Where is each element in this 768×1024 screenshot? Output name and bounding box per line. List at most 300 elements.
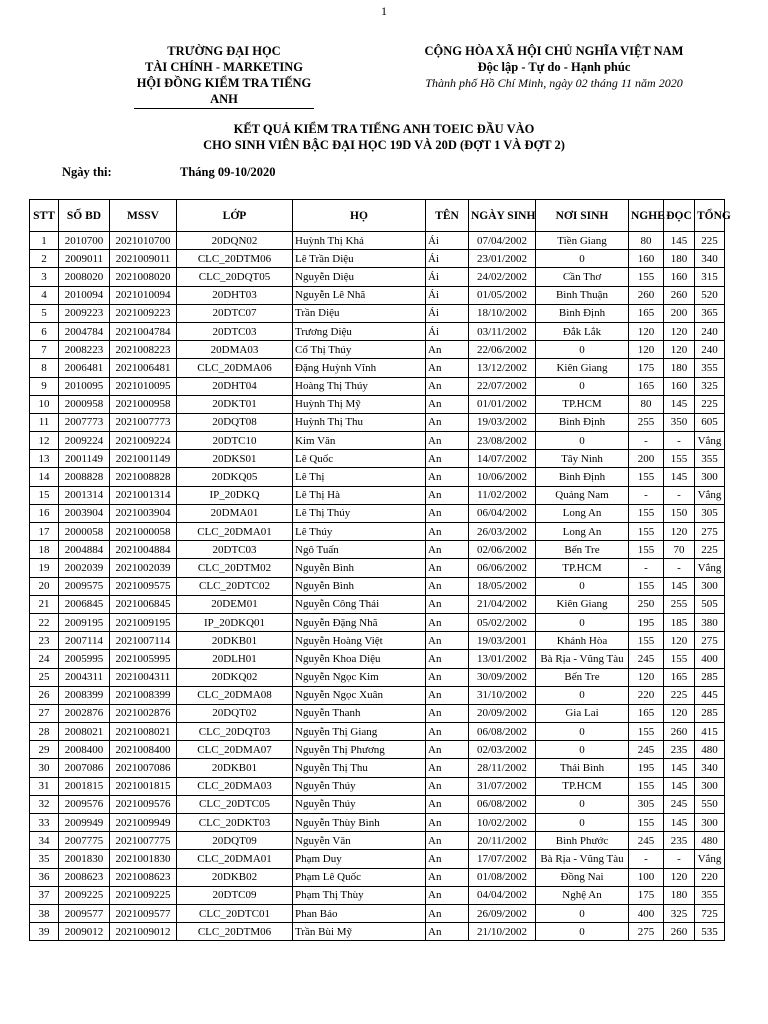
cell-nghe: 250 xyxy=(629,595,664,613)
cell-nghe: 120 xyxy=(629,668,664,686)
cell-lop: 20DKS01 xyxy=(177,450,293,468)
cell-doc: 155 xyxy=(664,450,695,468)
cell-ten: An xyxy=(426,486,469,504)
cell-ho: Nguyễn Diệu xyxy=(293,268,426,286)
cell-so-bd: 2001149 xyxy=(59,450,110,468)
cell-tong: 355 xyxy=(695,886,725,904)
cell-noi-sinh: Kiên Giang xyxy=(536,595,629,613)
cell-mssv: 2021008400 xyxy=(110,741,177,759)
cell-doc: 160 xyxy=(664,268,695,286)
cell-nghe: 155 xyxy=(629,723,664,741)
cell-so-bd: 2005995 xyxy=(59,650,110,668)
table-row xyxy=(30,650,725,668)
cell-lop: 20DTC07 xyxy=(177,304,293,322)
cell-mssv: 2021000058 xyxy=(110,523,177,541)
table-row xyxy=(30,723,725,741)
cell-stt: 29 xyxy=(30,741,59,759)
national-motto: Độc lập - Tự do - Hạnh phúc xyxy=(477,60,631,74)
cell-ho: Nguyễn Thị Phương xyxy=(293,741,426,759)
cell-lop: CLC_20DTC02 xyxy=(177,577,293,595)
table-row xyxy=(30,341,725,359)
cell-noi-sinh: 0 xyxy=(536,432,629,450)
cell-doc: 145 xyxy=(664,577,695,595)
cell-ten: An xyxy=(426,668,469,686)
cell-doc: 200 xyxy=(664,304,695,322)
cell-nghe: 195 xyxy=(629,759,664,777)
cell-noi-sinh: Đồng Nai xyxy=(536,868,629,886)
cell-lop: 20DTC03 xyxy=(177,541,293,559)
cell-tong: 300 xyxy=(695,777,725,795)
cell-nghe: 275 xyxy=(629,923,664,941)
cell-noi-sinh: 0 xyxy=(536,814,629,832)
cell-mssv: 2021008020 xyxy=(110,268,177,286)
cell-ho: Nguyễn Công Thái xyxy=(293,595,426,613)
cell-doc: 260 xyxy=(664,923,695,941)
cell-noi-sinh: Bình Định xyxy=(536,413,629,431)
cell-ho: Cổ Thị Thúy xyxy=(293,341,426,359)
cell-mssv: 2021009012 xyxy=(110,923,177,941)
cell-lop: 20DEM01 xyxy=(177,595,293,613)
cell-ngay-sinh: 19/03/2001 xyxy=(469,632,536,650)
cell-nghe: 80 xyxy=(629,395,664,413)
cell-ten: Ái xyxy=(426,268,469,286)
cell-doc: 120 xyxy=(664,341,695,359)
cell-ngay-sinh: 07/04/2002 xyxy=(469,232,536,250)
column-header-stt: STT xyxy=(30,200,59,232)
cell-mssv: 2021008828 xyxy=(110,468,177,486)
cell-noi-sinh: TP.HCM xyxy=(536,395,629,413)
cell-doc: 120 xyxy=(664,704,695,722)
cell-ngay-sinh: 26/03/2002 xyxy=(469,523,536,541)
cell-so-bd: 2010094 xyxy=(59,286,110,304)
table-row xyxy=(30,268,725,286)
cell-stt: 3 xyxy=(30,268,59,286)
cell-nghe: 245 xyxy=(629,741,664,759)
cell-doc: 325 xyxy=(664,904,695,922)
cell-tong: 725 xyxy=(695,904,725,922)
cell-ngay-sinh: 06/08/2002 xyxy=(469,723,536,741)
cell-mssv: 2021010700 xyxy=(110,232,177,250)
table-row xyxy=(30,232,725,250)
cell-noi-sinh: Đắk Lắk xyxy=(536,322,629,340)
cell-noi-sinh: Gia Lai xyxy=(536,704,629,722)
header-left xyxy=(134,43,314,109)
cell-noi-sinh: Long An xyxy=(536,504,629,522)
cell-ten: Ái xyxy=(426,304,469,322)
cell-nghe: 155 xyxy=(629,541,664,559)
cell-ho: Nguyễn Thúy xyxy=(293,777,426,795)
cell-so-bd: 2006845 xyxy=(59,595,110,613)
cell-nghe: 245 xyxy=(629,650,664,668)
cell-ten: An xyxy=(426,759,469,777)
cell-ten: An xyxy=(426,777,469,795)
cell-nghe: 165 xyxy=(629,704,664,722)
cell-nghe: 165 xyxy=(629,377,664,395)
cell-so-bd: 2003904 xyxy=(59,504,110,522)
cell-nghe: 165 xyxy=(629,304,664,322)
cell-ho: Nguyễn Thúy xyxy=(293,795,426,813)
cell-stt: 33 xyxy=(30,814,59,832)
cell-noi-sinh: Bến Tre xyxy=(536,541,629,559)
column-header-lop: LỚP xyxy=(177,200,293,232)
cell-nghe: 195 xyxy=(629,613,664,631)
cell-ho: Hoàng Thị Thúy xyxy=(293,377,426,395)
table-row xyxy=(30,686,725,704)
cell-lop: 20DKB01 xyxy=(177,759,293,777)
cell-ngay-sinh: 18/05/2002 xyxy=(469,577,536,595)
cell-mssv: 2021010094 xyxy=(110,286,177,304)
cell-mssv: 2021008623 xyxy=(110,868,177,886)
cell-tong: 240 xyxy=(695,341,725,359)
cell-tong: 315 xyxy=(695,268,725,286)
cell-doc: 255 xyxy=(664,595,695,613)
cell-ten: An xyxy=(426,595,469,613)
column-header-ho: HỌ xyxy=(293,200,426,232)
cell-lop: 20DQT09 xyxy=(177,832,293,850)
cell-lop: CLC_20DMA03 xyxy=(177,777,293,795)
cell-ten: An xyxy=(426,904,469,922)
cell-tong: 505 xyxy=(695,595,725,613)
cell-lop: 20DMA03 xyxy=(177,341,293,359)
cell-ngay-sinh: 22/06/2002 xyxy=(469,341,536,359)
cell-ngay-sinh: 01/08/2002 xyxy=(469,868,536,886)
cell-nghe: - xyxy=(629,850,664,868)
cell-noi-sinh: Bến Tre xyxy=(536,668,629,686)
cell-nghe: 155 xyxy=(629,523,664,541)
cell-lop: 20DTC03 xyxy=(177,322,293,340)
cell-mssv: 2021003904 xyxy=(110,504,177,522)
cell-stt: 34 xyxy=(30,832,59,850)
cell-tong: 365 xyxy=(695,304,725,322)
cell-noi-sinh: Cần Thơ xyxy=(536,268,629,286)
table-row xyxy=(30,795,725,813)
cell-ngay-sinh: 19/03/2002 xyxy=(469,413,536,431)
cell-ho: Huỳnh Thị Thu xyxy=(293,413,426,431)
cell-nghe: 155 xyxy=(629,777,664,795)
cell-stt: 14 xyxy=(30,468,59,486)
cell-mssv: 2021009576 xyxy=(110,795,177,813)
cell-mssv: 2021007086 xyxy=(110,759,177,777)
cell-stt: 22 xyxy=(30,613,59,631)
cell-ngay-sinh: 21/10/2002 xyxy=(469,923,536,941)
cell-ngay-sinh: 31/07/2002 xyxy=(469,777,536,795)
cell-mssv: 2021005995 xyxy=(110,650,177,668)
cell-ngay-sinh: 26/09/2002 xyxy=(469,904,536,922)
cell-tong: 225 xyxy=(695,541,725,559)
column-header-nghe: NGHE xyxy=(629,200,664,232)
title-line-1: KẾT QUẢ KIỂM TRA TIẾNG ANH TOEIC ĐẦU VÀO xyxy=(233,122,535,136)
cell-ngay-sinh: 13/12/2002 xyxy=(469,359,536,377)
place-date: Thành phố Hồ Chí Minh, ngày 02 tháng 11 năm 2020 xyxy=(425,76,683,90)
cell-lop: 20DTC10 xyxy=(177,432,293,450)
table-row xyxy=(30,468,725,486)
cell-ngay-sinh: 02/03/2002 xyxy=(469,741,536,759)
table-row xyxy=(30,832,725,850)
cell-ngay-sinh: 11/02/2002 xyxy=(469,486,536,504)
cell-doc: 225 xyxy=(664,686,695,704)
cell-noi-sinh: TP.HCM xyxy=(536,777,629,795)
cell-noi-sinh: 0 xyxy=(536,250,629,268)
cell-mssv: 2021009224 xyxy=(110,432,177,450)
cell-so-bd: 2009577 xyxy=(59,904,110,922)
cell-noi-sinh: 0 xyxy=(536,577,629,595)
cell-ngay-sinh: 28/11/2002 xyxy=(469,759,536,777)
table-row xyxy=(30,504,725,522)
cell-ten: An xyxy=(426,541,469,559)
cell-ho: Nguyễn Khoa Diệu xyxy=(293,650,426,668)
table-row xyxy=(30,286,725,304)
cell-mssv: 2021009575 xyxy=(110,577,177,595)
cell-noi-sinh: Bình Thuận xyxy=(536,286,629,304)
cell-doc: 150 xyxy=(664,504,695,522)
cell-ten: An xyxy=(426,795,469,813)
cell-ho: Phạm Thị Thùy xyxy=(293,886,426,904)
table-row xyxy=(30,304,725,322)
cell-stt: 38 xyxy=(30,904,59,922)
cell-noi-sinh: Bà Rịa - Vũng Tàu xyxy=(536,650,629,668)
cell-mssv: 2021008399 xyxy=(110,686,177,704)
table-row xyxy=(30,886,725,904)
cell-doc: 185 xyxy=(664,613,695,631)
cell-ten: An xyxy=(426,850,469,868)
cell-lop: 20DMA01 xyxy=(177,504,293,522)
table-row xyxy=(30,613,725,631)
cell-lop: 20DHT04 xyxy=(177,377,293,395)
cell-stt: 6 xyxy=(30,322,59,340)
cell-mssv: 2021004784 xyxy=(110,322,177,340)
cell-ho: Trương Diệu xyxy=(293,322,426,340)
cell-so-bd: 2000058 xyxy=(59,523,110,541)
cell-tong: 355 xyxy=(695,359,725,377)
cell-nghe: - xyxy=(629,559,664,577)
cell-ho: Nguyễn Lê Nhã xyxy=(293,286,426,304)
table-row xyxy=(30,559,725,577)
cell-lop: CLC_20DTM02 xyxy=(177,559,293,577)
table-row xyxy=(30,541,725,559)
cell-mssv: 2021001830 xyxy=(110,850,177,868)
cell-tong: 415 xyxy=(695,723,725,741)
cell-noi-sinh: Bình Định xyxy=(536,304,629,322)
cell-ten: An xyxy=(426,832,469,850)
cell-tong: 300 xyxy=(695,468,725,486)
cell-stt: 39 xyxy=(30,923,59,941)
cell-lop: 20DKT01 xyxy=(177,395,293,413)
cell-lop: CLC_20DMA07 xyxy=(177,741,293,759)
cell-stt: 17 xyxy=(30,523,59,541)
cell-tong: 305 xyxy=(695,504,725,522)
cell-mssv: 2021009223 xyxy=(110,304,177,322)
cell-noi-sinh: TP.HCM xyxy=(536,559,629,577)
cell-ten: An xyxy=(426,504,469,522)
cell-tong: 535 xyxy=(695,923,725,941)
cell-so-bd: 2008828 xyxy=(59,468,110,486)
cell-lop: 20DTC09 xyxy=(177,886,293,904)
cell-tong: 480 xyxy=(695,832,725,850)
table-row xyxy=(30,486,725,504)
cell-so-bd: 2004884 xyxy=(59,541,110,559)
cell-noi-sinh: 0 xyxy=(536,341,629,359)
cell-nghe: 255 xyxy=(629,413,664,431)
cell-tong: 325 xyxy=(695,377,725,395)
cell-tong: 300 xyxy=(695,814,725,832)
council-name: HỘI ĐỒNG KIỂM TRA TIẾNG ANH xyxy=(134,75,314,109)
cell-ten: An xyxy=(426,814,469,832)
cell-nghe: 155 xyxy=(629,814,664,832)
cell-ho: Phan Bảo xyxy=(293,904,426,922)
table-row xyxy=(30,704,725,722)
cell-stt: 13 xyxy=(30,450,59,468)
cell-ten: An xyxy=(426,650,469,668)
cell-stt: 7 xyxy=(30,341,59,359)
document-title xyxy=(0,121,768,153)
cell-mssv: 2021009195 xyxy=(110,613,177,631)
cell-ten: An xyxy=(426,704,469,722)
table-row xyxy=(30,904,725,922)
cell-lop: IP_20DKQ01 xyxy=(177,613,293,631)
cell-ho: Huỳnh Thị Mỹ xyxy=(293,395,426,413)
cell-mssv: 2021008223 xyxy=(110,341,177,359)
cell-stt: 15 xyxy=(30,486,59,504)
exam-date-value: Tháng 09-10/2020 xyxy=(180,165,276,179)
table-row xyxy=(30,523,725,541)
cell-stt: 1 xyxy=(30,232,59,250)
cell-so-bd: 2010700 xyxy=(59,232,110,250)
cell-ngay-sinh: 05/02/2002 xyxy=(469,613,536,631)
cell-ten: An xyxy=(426,468,469,486)
cell-ngay-sinh: 20/11/2002 xyxy=(469,832,536,850)
cell-so-bd: 2006481 xyxy=(59,359,110,377)
cell-stt: 37 xyxy=(30,886,59,904)
cell-nghe: 155 xyxy=(629,577,664,595)
cell-so-bd: 2007773 xyxy=(59,413,110,431)
cell-nghe: 155 xyxy=(629,468,664,486)
column-header-tong: TỔNG xyxy=(695,200,725,232)
cell-mssv: 2021007114 xyxy=(110,632,177,650)
cell-ho: Nguyễn Thanh xyxy=(293,704,426,722)
cell-doc: 155 xyxy=(664,650,695,668)
column-header-noi-sinh: NƠI SINH xyxy=(536,200,629,232)
table-row xyxy=(30,668,725,686)
cell-tong: 220 xyxy=(695,868,725,886)
cell-nghe: 260 xyxy=(629,286,664,304)
cell-lop: CLC_20DQT03 xyxy=(177,723,293,741)
cell-ten: An xyxy=(426,723,469,741)
cell-noi-sinh: Long An xyxy=(536,523,629,541)
cell-ngay-sinh: 01/05/2002 xyxy=(469,286,536,304)
cell-stt: 31 xyxy=(30,777,59,795)
cell-lop: CLC_20DQT05 xyxy=(177,268,293,286)
cell-doc: 260 xyxy=(664,286,695,304)
table-row xyxy=(30,923,725,941)
cell-tong: Vắng xyxy=(695,850,725,868)
cell-doc: - xyxy=(664,432,695,450)
table-row xyxy=(30,413,725,431)
cell-ngay-sinh: 31/10/2002 xyxy=(469,686,536,704)
cell-stt: 9 xyxy=(30,377,59,395)
cell-nghe: - xyxy=(629,432,664,450)
cell-doc: 120 xyxy=(664,632,695,650)
cell-doc: 120 xyxy=(664,868,695,886)
cell-ho: Lê Thúy xyxy=(293,523,426,541)
cell-noi-sinh: Bình Định xyxy=(536,468,629,486)
table-row xyxy=(30,850,725,868)
cell-ten: Ái xyxy=(426,232,469,250)
cell-ngay-sinh: 01/01/2002 xyxy=(469,395,536,413)
cell-doc: 180 xyxy=(664,250,695,268)
cell-noi-sinh: Thái Bình xyxy=(536,759,629,777)
cell-noi-sinh: Bình Phước xyxy=(536,832,629,850)
national-title: CỘNG HÒA XÃ HỘI CHỦ NGHĨA VIỆT NAM xyxy=(424,44,684,58)
table-row xyxy=(30,377,725,395)
cell-tong: 275 xyxy=(695,632,725,650)
cell-tong: 380 xyxy=(695,613,725,631)
cell-doc: 70 xyxy=(664,541,695,559)
cell-nghe: 400 xyxy=(629,904,664,922)
cell-so-bd: 2004784 xyxy=(59,322,110,340)
cell-so-bd: 2008020 xyxy=(59,268,110,286)
cell-lop: CLC_20DMA06 xyxy=(177,359,293,377)
cell-doc: 145 xyxy=(664,777,695,795)
cell-doc: 245 xyxy=(664,795,695,813)
cell-ten: An xyxy=(426,377,469,395)
cell-tong: 480 xyxy=(695,741,725,759)
cell-ngay-sinh: 06/06/2002 xyxy=(469,559,536,577)
cell-ten: Ái xyxy=(426,286,469,304)
cell-stt: 11 xyxy=(30,413,59,431)
cell-ten: An xyxy=(426,741,469,759)
cell-ngay-sinh: 24/02/2002 xyxy=(469,268,536,286)
cell-ho: Nguyễn Thị Thu xyxy=(293,759,426,777)
cell-ngay-sinh: 13/01/2002 xyxy=(469,650,536,668)
cell-tong: 225 xyxy=(695,232,725,250)
cell-stt: 2 xyxy=(30,250,59,268)
cell-ten: An xyxy=(426,577,469,595)
cell-tong: 225 xyxy=(695,395,725,413)
cell-mssv: 2021009011 xyxy=(110,250,177,268)
table-row xyxy=(30,322,725,340)
cell-doc: 165 xyxy=(664,668,695,686)
cell-lop: 20DKQ05 xyxy=(177,468,293,486)
cell-doc: 180 xyxy=(664,359,695,377)
table-row xyxy=(30,250,725,268)
table-body xyxy=(30,232,725,941)
cell-noi-sinh: 0 xyxy=(536,904,629,922)
cell-so-bd: 2002039 xyxy=(59,559,110,577)
table-row xyxy=(30,814,725,832)
cell-lop: CLC_20DMA01 xyxy=(177,850,293,868)
cell-ho: Ngô Tuấn xyxy=(293,541,426,559)
cell-noi-sinh: 0 xyxy=(536,795,629,813)
cell-ngay-sinh: 23/08/2002 xyxy=(469,432,536,450)
cell-doc: 145 xyxy=(664,395,695,413)
cell-so-bd: 2008223 xyxy=(59,341,110,359)
cell-stt: 5 xyxy=(30,304,59,322)
cell-doc: 260 xyxy=(664,723,695,741)
cell-lop: CLC_20DTM06 xyxy=(177,250,293,268)
cell-nghe: 160 xyxy=(629,250,664,268)
cell-ngay-sinh: 22/07/2002 xyxy=(469,377,536,395)
cell-ho: Phạm Duy xyxy=(293,850,426,868)
table-row xyxy=(30,595,725,613)
cell-nghe: 120 xyxy=(629,341,664,359)
cell-noi-sinh: 0 xyxy=(536,923,629,941)
cell-ten: An xyxy=(426,432,469,450)
cell-ten: An xyxy=(426,523,469,541)
table-row xyxy=(30,359,725,377)
cell-doc: 145 xyxy=(664,814,695,832)
cell-ten: An xyxy=(426,886,469,904)
cell-ho: Lê Quốc xyxy=(293,450,426,468)
